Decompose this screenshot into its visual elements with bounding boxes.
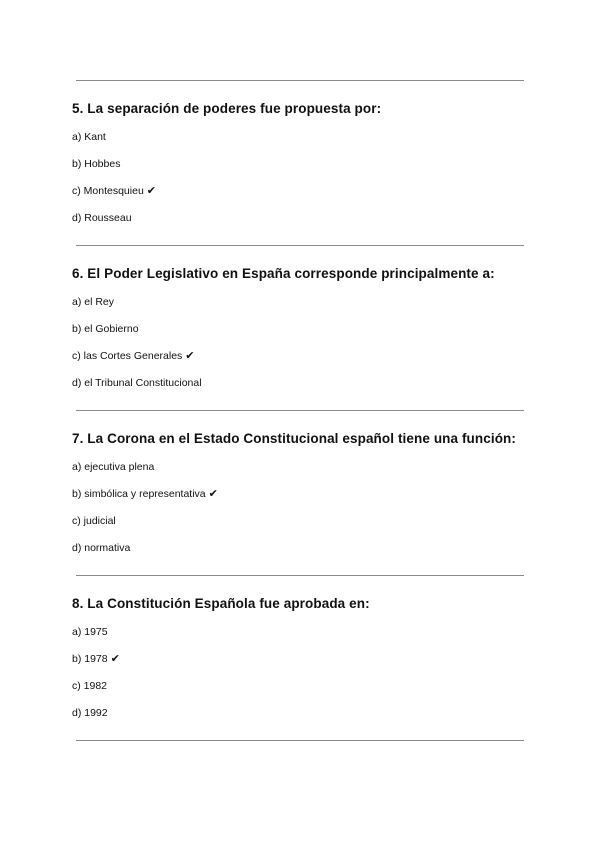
option-text: a) ejecutiva plena	[72, 461, 155, 473]
option-text: d) normativa	[72, 542, 131, 554]
question-8	[72, 595, 542, 720]
checkmark-icon: ✔	[185, 350, 195, 362]
option-d	[72, 211, 542, 225]
option-c	[72, 679, 542, 693]
option-list	[72, 625, 542, 720]
option-b	[72, 157, 542, 171]
option-text: a) el Rey	[72, 296, 115, 308]
option-list	[72, 130, 542, 225]
option-text: b) Hobbes	[72, 158, 121, 170]
divider	[76, 410, 524, 411]
option-a	[72, 130, 542, 144]
option-d	[72, 706, 542, 720]
option-a	[72, 625, 542, 639]
option-text: c) judicial	[72, 515, 116, 527]
option-c	[72, 349, 542, 363]
divider	[76, 575, 524, 576]
option-text: d) el Tribunal Constitucional	[72, 377, 202, 389]
question-title: 6. El Poder Legislativo en España corresponde principalmente a:	[72, 266, 495, 281]
question-6	[72, 265, 542, 390]
divider	[76, 245, 524, 246]
option-text: c) Montesquieu	[72, 185, 144, 197]
option-a	[72, 460, 542, 474]
checkmark-icon: ✔	[208, 488, 218, 500]
question-7	[72, 430, 542, 555]
checkmark-icon: ✔	[110, 653, 120, 665]
option-a	[72, 295, 542, 309]
option-text: c) 1982	[72, 680, 108, 692]
question-title: 8. La Constitución Española fue aprobada en:	[72, 596, 370, 611]
checkmark-icon: ✔	[146, 185, 157, 197]
option-list	[72, 460, 542, 555]
option-c	[72, 184, 542, 198]
option-c	[72, 514, 542, 528]
option-text: d) Rousseau	[72, 212, 132, 224]
option-d	[72, 541, 542, 555]
option-b	[72, 487, 542, 501]
divider	[76, 80, 524, 81]
option-text: c) las Cortes Generales	[72, 350, 183, 362]
question-title: 5. La separación de poderes fue propuesta por:	[72, 101, 382, 116]
option-text: b) el Gobierno	[72, 323, 139, 335]
option-text: b) simbólica y representativa	[72, 488, 206, 500]
option-b	[72, 322, 542, 336]
option-b	[72, 652, 542, 666]
option-text: b) 1978	[72, 653, 108, 665]
question-5	[72, 100, 542, 225]
question-title: 7. La Corona en el Estado Constitucional español tiene una función:	[72, 431, 516, 446]
option-text: a) Kant	[72, 131, 106, 143]
option-d	[72, 376, 542, 390]
option-list	[72, 295, 542, 390]
option-text: a) 1975	[72, 626, 108, 638]
option-text: d) 1992	[72, 707, 108, 719]
divider	[76, 740, 524, 741]
